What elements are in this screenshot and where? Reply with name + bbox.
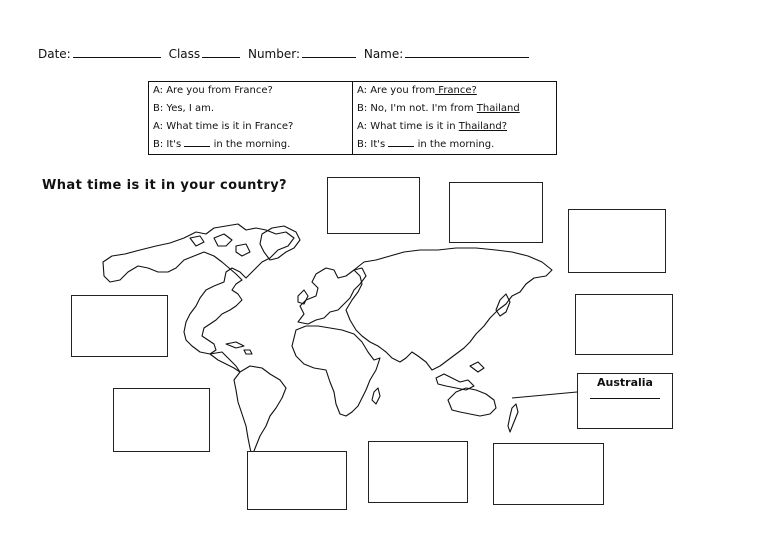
australia-time-blank[interactable] [590,398,660,399]
dialog-text: B: No, I'm not. I'm from [357,103,477,114]
greenland-outline [260,226,300,260]
dialog-cell-left: A: Are you from France? [149,82,353,101]
japan-outline [496,294,510,316]
australia-pointer-line [512,392,577,398]
answer-box[interactable] [575,294,673,355]
answer-box[interactable] [568,209,666,273]
dialog-text: in the morning. [414,139,495,150]
answer-box[interactable] [327,177,420,234]
southeast-asia-islands-outline [436,362,484,390]
australia-outline [448,388,496,416]
answer-box[interactable] [368,441,468,503]
dialog-text: A: Are you from [357,85,436,96]
dialog-text: A: What time is it in [357,121,459,132]
date-label: Date: [38,47,71,61]
answer-box[interactable] [247,451,347,510]
south-america-outline [234,366,286,456]
madagascar-outline [372,388,380,404]
australia-example-box [577,373,673,429]
australia-label: Australia [597,376,653,389]
dialog-underlined: Thailand? [458,121,508,132]
answer-box[interactable] [493,443,604,505]
dialog-text: in the morning. [210,139,291,150]
central-america-outline [210,342,252,372]
answer-box[interactable] [449,182,543,243]
question-heading: What time is it in your country? [42,178,288,193]
name-label: Name: [363,47,404,61]
dialog-underlined: France? [435,85,477,96]
number-label: Number: [247,47,301,61]
asia-outline [346,248,552,370]
class-label: Class [168,47,201,61]
dialog-underlined: Thailand [476,103,520,114]
dialog-cell-left: A: What time is it in France? [149,118,353,136]
dialog-text: B: It's [153,139,185,150]
answer-box[interactable] [71,295,168,357]
dialog-cell-left: B: Yes, I am. [149,100,353,118]
answer-box[interactable] [113,388,210,452]
dialog-text: B: It's [357,139,389,150]
arctic-islands-outline [190,234,250,256]
uk-outline [298,290,308,304]
new-zealand-outline [508,404,518,432]
